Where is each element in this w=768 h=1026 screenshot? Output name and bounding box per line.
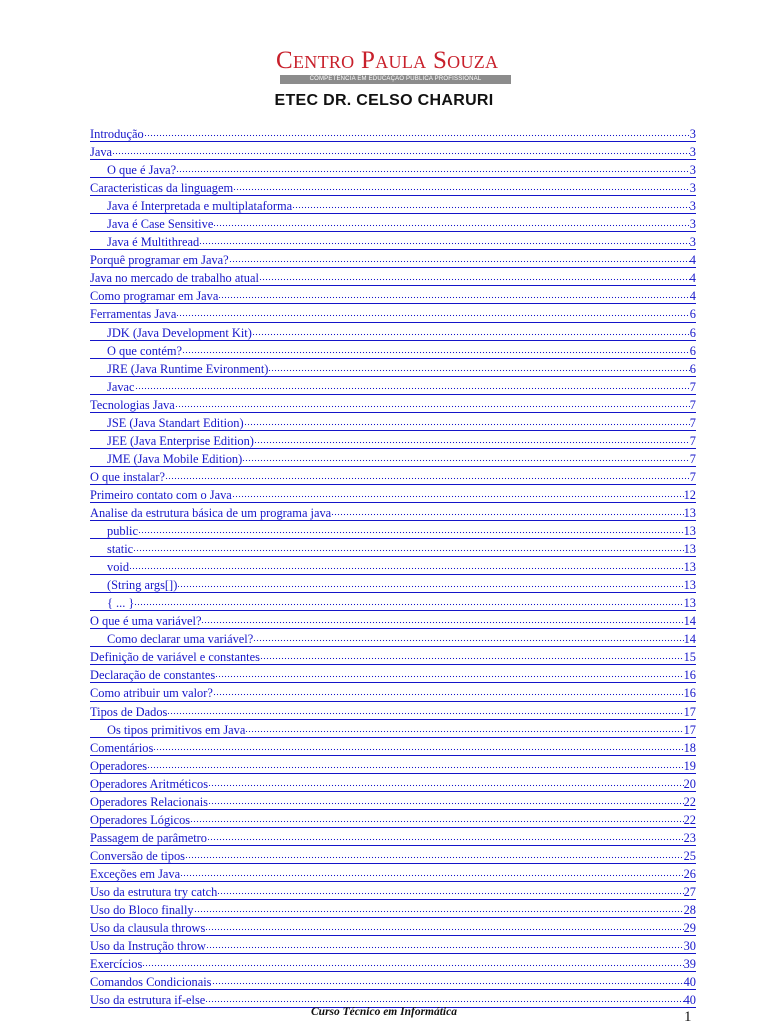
- toc-entry-page: 4: [689, 271, 696, 286]
- toc-dot-leader: [254, 432, 690, 446]
- toc-entry-title: Como programar em Java: [90, 289, 219, 304]
- toc-entry-page: 30: [683, 939, 696, 954]
- toc-entry-title: Tecnologias Java: [90, 397, 175, 412]
- toc-entry[interactable]: [90, 647, 696, 665]
- toc-entry-page: 14: [683, 614, 696, 629]
- toc-dot-leader: [233, 179, 690, 193]
- footer-course: Curso Técnico em Informática: [311, 1006, 457, 1018]
- toc-entry[interactable]: [90, 395, 696, 413]
- toc-entry-page: 20: [683, 776, 696, 791]
- toc-entry-page: 6: [689, 325, 696, 340]
- toc-dot-leader: [268, 360, 689, 374]
- toc-dot-leader: [208, 775, 684, 789]
- toc-entry-page: 6: [689, 343, 696, 358]
- toc-entry-page: 28: [683, 903, 696, 918]
- toc-entry-page: 7: [689, 451, 696, 466]
- toc-entry-page: 7: [689, 469, 696, 484]
- toc-entry[interactable]: [90, 882, 696, 900]
- toc-entry[interactable]: [90, 702, 696, 720]
- toc-entry[interactable]: [90, 304, 696, 322]
- toc-entry[interactable]: [90, 539, 696, 557]
- toc-entry[interactable]: [90, 828, 696, 846]
- toc-entry[interactable]: [90, 683, 696, 701]
- toc-entry-title: Uso da estrutura if-else: [90, 993, 206, 1008]
- toc-entry[interactable]: [90, 629, 696, 647]
- toc-entry[interactable]: [90, 918, 696, 936]
- toc-entry[interactable]: [90, 792, 696, 810]
- toc-entry-page: 3: [689, 235, 696, 250]
- toc-entry-title: { ... }: [107, 596, 135, 611]
- toc-entry-title: Declaração de constantes: [90, 668, 216, 683]
- toc-dot-leader: [165, 468, 690, 482]
- toc-entry-title: Uso da clausula throws: [90, 921, 206, 936]
- toc-entry-page: 29: [683, 921, 696, 936]
- toc-entry-page: 15: [683, 650, 696, 665]
- toc-entry-title: Ferramentas Java: [90, 307, 177, 322]
- toc-entry[interactable]: [90, 196, 696, 214]
- toc-entry[interactable]: [90, 936, 696, 954]
- toc-entry-title: void: [107, 560, 130, 575]
- toc-entry-title: Java é Case Sensitive: [107, 217, 214, 232]
- centro-paula-souza-logo: [276, 46, 511, 88]
- toc-entry-title: public: [107, 524, 138, 539]
- toc-dot-leader: [185, 847, 684, 861]
- toc-entry[interactable]: [90, 286, 696, 304]
- toc-entry-page: 13: [683, 560, 696, 575]
- toc-dot-leader: [213, 215, 689, 229]
- toc-entry[interactable]: [90, 449, 696, 467]
- toc-entry-page: 22: [683, 812, 696, 827]
- toc-entry-title: JME (Java Mobile Edition): [107, 451, 243, 466]
- toc-entry-title: Operadores Aritméticos: [90, 776, 209, 791]
- toc-entry-title: Introdução: [90, 127, 144, 141]
- toc-entry[interactable]: [90, 323, 696, 341]
- toc-entry-title: Java é Multithread: [107, 235, 200, 250]
- toc-entry-page: 13: [683, 596, 696, 611]
- toc-entry-page: 4: [689, 289, 696, 304]
- toc-dot-leader: [182, 342, 690, 356]
- toc-entry-title: Definição de variável e constantes: [90, 650, 260, 665]
- toc-dot-leader: [232, 486, 684, 500]
- toc-entry[interactable]: [90, 900, 696, 918]
- toc-entry[interactable]: [90, 864, 696, 882]
- toc-entry-page: 17: [683, 722, 696, 737]
- toc-entry-page: 26: [683, 866, 696, 881]
- toc-dot-leader: [153, 739, 683, 753]
- toc-entry-title: O que instalar?: [90, 469, 166, 484]
- toc-entry[interactable]: [90, 503, 696, 521]
- toc-entry-title: Como declarar uma variável?: [107, 632, 254, 647]
- toc-dot-leader: [229, 251, 690, 265]
- toc-entry[interactable]: [90, 665, 696, 683]
- toc-entry-page: 14: [683, 632, 696, 647]
- toc-entry[interactable]: [90, 810, 696, 828]
- toc-entry-title: Como atribuir um valor?: [90, 686, 213, 701]
- toc-dot-leader: [138, 522, 684, 536]
- toc-dot-leader: [207, 829, 684, 843]
- toc-entry-page: 4: [689, 253, 696, 268]
- toc-dot-leader: [144, 125, 690, 139]
- toc-dot-leader: [242, 450, 690, 464]
- toc-entry[interactable]: [90, 720, 696, 738]
- toc-entry-title: Uso da estrutura try catch: [90, 884, 218, 899]
- toc-entry[interactable]: [90, 467, 696, 485]
- toc-dot-leader: [194, 901, 684, 915]
- toc-dot-leader: [175, 396, 690, 410]
- toc-dot-leader: [205, 991, 683, 1005]
- toc-entry-title: Comentários: [90, 740, 154, 755]
- toc-entry[interactable]: [90, 954, 696, 972]
- toc-entry[interactable]: [90, 232, 696, 250]
- toc-dot-leader: [201, 612, 683, 626]
- toc-entry[interactable]: [90, 611, 696, 629]
- toc-entry-page: 19: [683, 758, 696, 773]
- toc-entry-page: 22: [683, 794, 696, 809]
- toc-dot-leader: [253, 630, 683, 644]
- toc-entry-title: JDK (Java Development Kit): [107, 325, 252, 340]
- toc-entry-title: Conversão de tipos: [90, 848, 185, 863]
- toc-entry-page: 7: [689, 415, 696, 430]
- toc-entry-page: 12: [683, 487, 696, 502]
- toc-entry[interactable]: [90, 756, 696, 774]
- toc-entry-title: Comandos Condicionais: [90, 975, 212, 990]
- toc-entry-title: Passagem de parâmetro: [90, 830, 207, 845]
- school-name: ETEC DR. CELSO CHARURI: [274, 92, 494, 109]
- toc-entry-title: Exceções em Java: [90, 866, 181, 881]
- toc-dot-leader: [205, 919, 683, 933]
- toc-entry-page: 3: [689, 199, 696, 214]
- toc-dot-leader: [135, 378, 690, 392]
- toc-dot-leader: [208, 793, 684, 807]
- toc-entry-title: Operadores Lógicos: [90, 812, 191, 827]
- toc-dot-leader: [176, 161, 690, 175]
- toc-entry[interactable]: [90, 413, 696, 431]
- toc-entry-title: Os tipos primitivos em Java: [107, 722, 246, 737]
- toc-entry-title: Analise da estrutura básica de um programa java: [90, 505, 332, 520]
- toc-dot-leader: [292, 197, 690, 211]
- toc-entry[interactable]: [90, 268, 696, 286]
- toc-entry-page: 27: [683, 884, 696, 899]
- toc-entry-page: 16: [683, 686, 696, 701]
- logo-title: Centro Paula Souza: [276, 47, 499, 74]
- toc-entry-page: 25: [683, 848, 696, 863]
- toc-entry-page: 13: [683, 542, 696, 557]
- toc-entry-title: Java é Interpretada e multiplataforma: [107, 199, 293, 214]
- toc-entry-title: (String args[]): [107, 578, 178, 593]
- toc-entry-title: Caracteristicas da linguagem: [90, 181, 234, 196]
- toc-entry-title: Operadores Relacionais: [90, 794, 209, 809]
- toc-entry-page: 16: [683, 668, 696, 683]
- toc-entry-page: 23: [683, 830, 696, 845]
- toc-entry-page: 6: [689, 361, 696, 376]
- toc-dot-leader: [244, 414, 690, 428]
- toc-dot-leader: [252, 324, 690, 338]
- toc-dot-leader: [199, 233, 690, 247]
- toc-entry[interactable]: [90, 972, 696, 990]
- toc-entry-page: 3: [689, 181, 696, 196]
- toc-entry[interactable]: [90, 341, 696, 359]
- toc-entry[interactable]: [90, 214, 696, 232]
- toc-dot-leader: [212, 973, 684, 987]
- toc-entry[interactable]: [90, 377, 696, 395]
- toc-entry-title: O que é uma variável?: [90, 614, 202, 629]
- toc-entry-page: 13: [683, 524, 696, 539]
- toc-entry[interactable]: [90, 846, 696, 864]
- toc-entry-page: 40: [683, 975, 696, 990]
- toc-entry-title: Java: [90, 145, 113, 160]
- toc-dot-leader: [215, 666, 683, 680]
- toc-entry-page: 7: [689, 433, 696, 448]
- toc-entry[interactable]: [90, 160, 696, 178]
- toc-dot-leader: [245, 721, 683, 735]
- toc-entry-page: 7: [689, 397, 696, 412]
- toc-dot-leader: [176, 305, 689, 319]
- toc-entry-title: JSE (Java Standart Edition): [107, 415, 244, 430]
- toc-entry-title: Exercícios: [90, 957, 143, 972]
- toc-entry[interactable]: [90, 557, 696, 575]
- toc-entry-page: 40: [683, 993, 696, 1008]
- toc-entry[interactable]: [90, 359, 696, 377]
- toc-dot-leader: [147, 757, 684, 771]
- toc-entry-title: Primeiro contato com o Java: [90, 487, 232, 502]
- toc-entry-title: Javac: [107, 379, 135, 394]
- toc-entry-page: 7: [689, 379, 696, 394]
- toc-dot-leader: [134, 594, 683, 608]
- toc-entry-title: static: [107, 542, 134, 557]
- toc-entry-title: Java no mercado de trabalho atual: [90, 271, 259, 286]
- toc-entry[interactable]: [90, 178, 696, 196]
- toc-dot-leader: [177, 576, 683, 590]
- toc-dot-leader: [260, 648, 684, 662]
- toc-entry-page: 3: [689, 127, 696, 141]
- toc-entry-title: Uso da Instrução throw: [90, 939, 206, 954]
- toc-entry-title: O que é Java?: [107, 163, 177, 178]
- toc-entry[interactable]: [90, 124, 696, 142]
- toc-entry-title: O que contém?: [107, 343, 183, 358]
- toc-dot-leader: [213, 684, 684, 698]
- toc-dot-leader: [217, 883, 683, 897]
- toc-dot-leader: [112, 143, 690, 157]
- toc-entry[interactable]: [90, 593, 696, 611]
- toc-entry[interactable]: [90, 250, 696, 268]
- toc-dot-leader: [129, 558, 684, 572]
- toc-dot-leader: [133, 540, 683, 554]
- toc-dot-leader: [218, 287, 689, 301]
- toc-dot-leader: [180, 865, 683, 879]
- toc-entry-page: 3: [689, 163, 696, 178]
- toc-entry[interactable]: [90, 738, 696, 756]
- toc-dot-leader: [206, 937, 684, 951]
- toc-dot-leader: [259, 269, 690, 283]
- toc-entry[interactable]: [90, 485, 696, 503]
- toc-entry-page: 3: [689, 217, 696, 232]
- toc-dot-leader: [190, 811, 683, 825]
- toc-entry[interactable]: [90, 575, 696, 593]
- toc-entry-title: JRE (Java Runtime Evironment): [107, 361, 269, 376]
- toc-entry-title: Tipos de Dados: [90, 704, 168, 719]
- toc-entry[interactable]: [90, 521, 696, 539]
- toc-entry-title: Porquê programar em Java?: [90, 253, 229, 268]
- toc-dot-leader: [331, 504, 683, 518]
- toc-entry-page: 3: [689, 145, 696, 160]
- toc-entry[interactable]: [90, 431, 696, 449]
- toc-entry[interactable]: [90, 142, 696, 160]
- toc-entry-title: JEE (Java Enterprise Edition): [107, 433, 254, 448]
- table-of-contents: [90, 124, 696, 1008]
- toc-entry-title: Operadores: [90, 758, 148, 773]
- toc-entry-page: 6: [689, 307, 696, 322]
- toc-entry-page: 13: [683, 505, 696, 520]
- toc-entry-page: 39: [683, 957, 696, 972]
- logo-tagline: COMPETÊNCIA EM EDUCAÇÃO PÚBLICA PROFISSIONAL: [280, 75, 511, 84]
- toc-entry-page: 13: [683, 578, 696, 593]
- page-number: 1: [684, 1009, 692, 1025]
- toc-dot-leader: [167, 703, 683, 717]
- toc-dot-leader: [142, 955, 683, 969]
- toc-entry-page: 18: [683, 740, 696, 755]
- toc-entry-page: 17: [683, 704, 696, 719]
- toc-entry-title: Uso do Bloco finally: [90, 903, 194, 918]
- toc-entry[interactable]: [90, 774, 696, 792]
